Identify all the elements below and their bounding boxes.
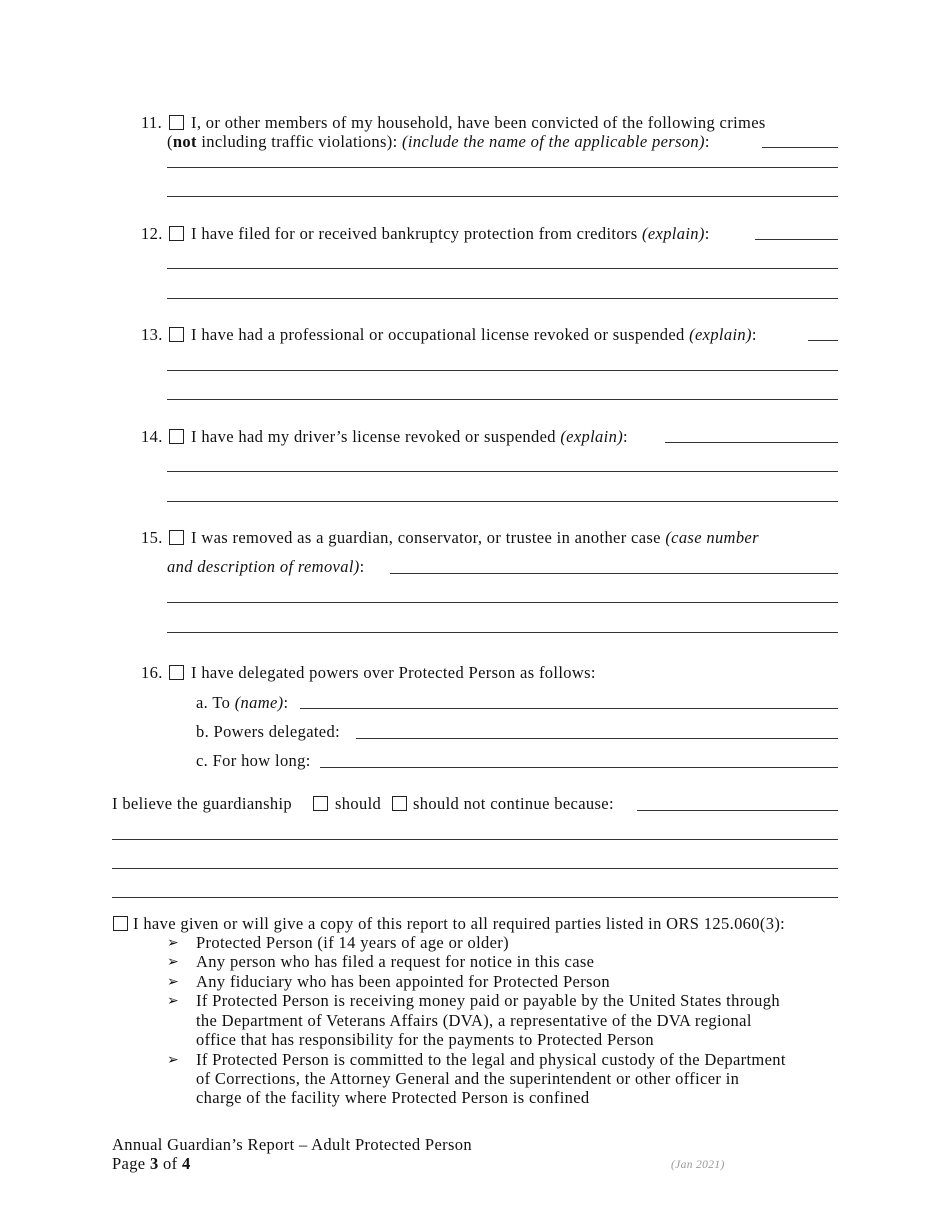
item-13-answer-line[interactable] xyxy=(167,399,838,400)
item-14-number: 14. xyxy=(141,427,163,446)
item-15-text-line2: and description of removal): xyxy=(167,557,365,576)
item-12-number: 12. xyxy=(141,224,163,243)
item-16-checkbox[interactable] xyxy=(169,665,184,680)
item-16-text: I have delegated powers over Protected Person as follows: xyxy=(191,663,596,682)
reason-answer-line[interactable] xyxy=(112,839,838,840)
list-item: Protected Person (if 14 years of age or older) xyxy=(196,933,509,952)
item-15-checkbox[interactable] xyxy=(169,530,184,545)
list-item: If Protected Person is committed to the legal and physical custody of the Department xyxy=(196,1050,786,1069)
should-continue-checkbox[interactable] xyxy=(313,796,328,811)
list-item-continued: of Corrections, the Attorney General and the superintendent or other officer in xyxy=(196,1069,740,1088)
item-14-answer-line[interactable] xyxy=(665,442,838,443)
item-16b-answer-line[interactable] xyxy=(356,738,838,739)
list-item: If Protected Person is receiving money paid or payable by the United States through xyxy=(196,991,780,1010)
item-13-text: I have had a professional or occupational license revoked or suspended (explain): xyxy=(191,325,757,344)
copy-given-text: I have given or will give a copy of this report to all required parties listed in ORS 125.060(3): xyxy=(133,914,786,933)
item-16c-label: c. For how long: xyxy=(196,751,311,770)
should-continue-label: should xyxy=(335,794,382,813)
item-11-checkbox[interactable] xyxy=(169,115,184,130)
item-11-number: 11. xyxy=(141,113,163,132)
item-14-answer-line[interactable] xyxy=(167,501,838,502)
item-12-answer-line[interactable] xyxy=(167,268,838,269)
list-item: Any fiduciary who has been appointed for Protected Person xyxy=(196,972,611,991)
item-13-answer-line[interactable] xyxy=(167,370,838,371)
item-16a-answer-line[interactable] xyxy=(300,708,838,709)
bullet-arrow-icon: ➢ xyxy=(167,975,180,990)
item-15-answer-line[interactable] xyxy=(167,602,838,603)
list-item: Any person who has filed a request for notice in this case xyxy=(196,952,595,971)
item-15-answer-line[interactable] xyxy=(167,632,838,633)
item-11-text: I, or other members of my household, have been convicted of the following crimes xyxy=(191,113,766,132)
bullet-arrow-icon: ➢ xyxy=(167,936,180,951)
item-12-checkbox[interactable] xyxy=(169,226,184,241)
footer-form-title: Annual Guardian’s Report – Adult Protected Person xyxy=(112,1135,472,1154)
item-12-answer-line[interactable] xyxy=(167,298,838,299)
item-15-number: 15. xyxy=(141,528,163,547)
continue-question-lead: I believe the guardianship xyxy=(112,794,292,813)
item-13-answer-line[interactable] xyxy=(808,340,838,341)
item-14-answer-line[interactable] xyxy=(167,471,838,472)
should-not-continue-label: should not continue because: xyxy=(413,794,614,813)
bullet-arrow-icon: ➢ xyxy=(167,955,180,970)
item-11-text-line2: (not including traffic violations): (include the name of the applicable person): xyxy=(167,132,710,151)
bullet-arrow-icon: ➢ xyxy=(167,994,180,1009)
reason-answer-line[interactable] xyxy=(112,897,838,898)
item-16c-answer-line[interactable] xyxy=(320,767,838,768)
item-11-answer-line[interactable] xyxy=(167,196,838,197)
item-16b-label: b. Powers delegated: xyxy=(196,722,341,741)
item-13-checkbox[interactable] xyxy=(169,327,184,342)
footer-page-number: Page 3 of 4 xyxy=(112,1154,191,1173)
footer-revision-date: (Jan 2021) xyxy=(671,1159,725,1171)
reason-answer-line[interactable] xyxy=(112,868,838,869)
list-item-continued: charge of the facility where Protected Person is confined xyxy=(196,1088,590,1107)
item-15-text: I was removed as a guardian, conservator, or trustee in another case (case number xyxy=(191,528,759,547)
list-item-continued: the Department of Veterans Affairs (DVA), a representative of the DVA regional xyxy=(196,1011,752,1030)
item-16-number: 16. xyxy=(141,663,163,682)
list-item-continued: office that has responsibility for the payments to Protected Person xyxy=(196,1030,655,1049)
item-15-answer-line[interactable] xyxy=(390,573,838,574)
item-14-text: I have had my driver’s license revoked or suspended (explain): xyxy=(191,427,628,446)
item-11-answer-line[interactable] xyxy=(167,167,838,168)
item-11-answer-line[interactable] xyxy=(762,147,838,148)
item-16a-label: a. To (name): xyxy=(196,693,289,712)
item-13-number: 13. xyxy=(141,325,163,344)
should-not-continue-checkbox[interactable] xyxy=(392,796,407,811)
item-12-answer-line[interactable] xyxy=(755,239,838,240)
item-14-checkbox[interactable] xyxy=(169,429,184,444)
reason-answer-line[interactable] xyxy=(637,810,838,811)
copy-given-checkbox[interactable] xyxy=(113,916,128,931)
bullet-arrow-icon: ➢ xyxy=(167,1053,180,1068)
item-12-text: I have filed for or received bankruptcy protection from creditors (explain): xyxy=(191,224,710,243)
